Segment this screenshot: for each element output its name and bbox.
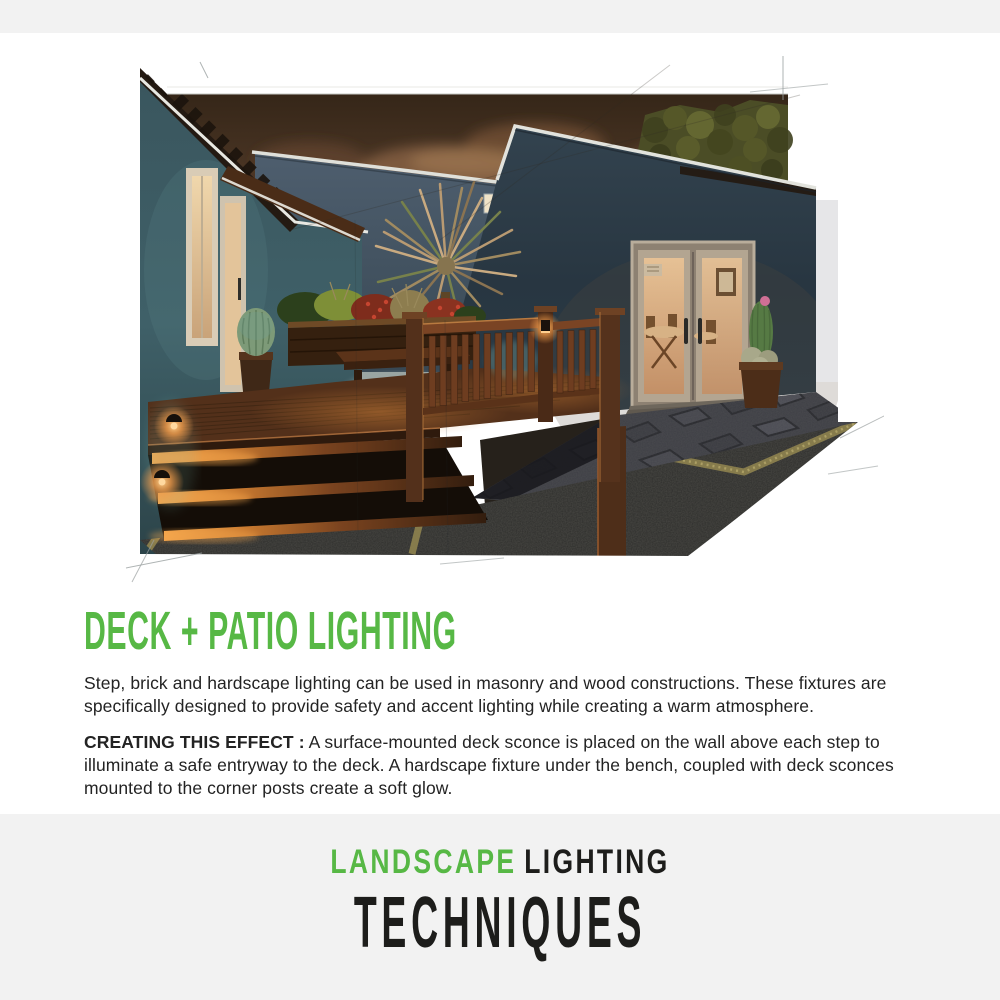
- house-number-plaque: [644, 264, 662, 276]
- barrel-cactus-planter: [237, 308, 275, 402]
- brand-line1: [110, 844, 890, 881]
- footer-brand-panel: [0, 814, 1000, 1000]
- step-sconce-icon: [140, 460, 184, 504]
- effect-label: CREATING THIS EFFECT :: [84, 732, 305, 752]
- brand-word-lighting: LIGHTING: [524, 843, 670, 881]
- text-section: [84, 601, 946, 813]
- rail-post: [406, 316, 423, 502]
- cactus-flower: [760, 296, 770, 306]
- door-handle: [684, 318, 688, 344]
- intro-paragraph: Step, brick and hardscape lighting can be used in masonry and wood constructions. These fixtures are specifically designed to provide safety and accent lighting while creating a warm atmosphere.: [84, 673, 887, 716]
- effect-text: A surface-mounted deck sconce is placed on the wall above each step to illuminate a safe entryway to the deck. A hardscape fixture under the bench, coupled with deck sconces mounted to the corner posts create a soft glow.: [84, 732, 894, 798]
- page-title: DECK + PATIO LIGHTING: [84, 601, 457, 661]
- page-drop-shadow: [816, 200, 838, 382]
- brand-word-landscape: LANDSCAPE: [330, 843, 517, 881]
- corner-post: [600, 312, 620, 482]
- deck-patio-illustration: [120, 50, 884, 590]
- step-sconce-icon: [154, 406, 194, 446]
- french-doors: [622, 242, 764, 422]
- brand-word-techniques: TECHNIQUES: [353, 883, 647, 964]
- effect-paragraph: [84, 731, 946, 800]
- door-handle: [698, 318, 702, 344]
- top-gray-bar: [0, 0, 1000, 33]
- door-handle: [238, 278, 241, 300]
